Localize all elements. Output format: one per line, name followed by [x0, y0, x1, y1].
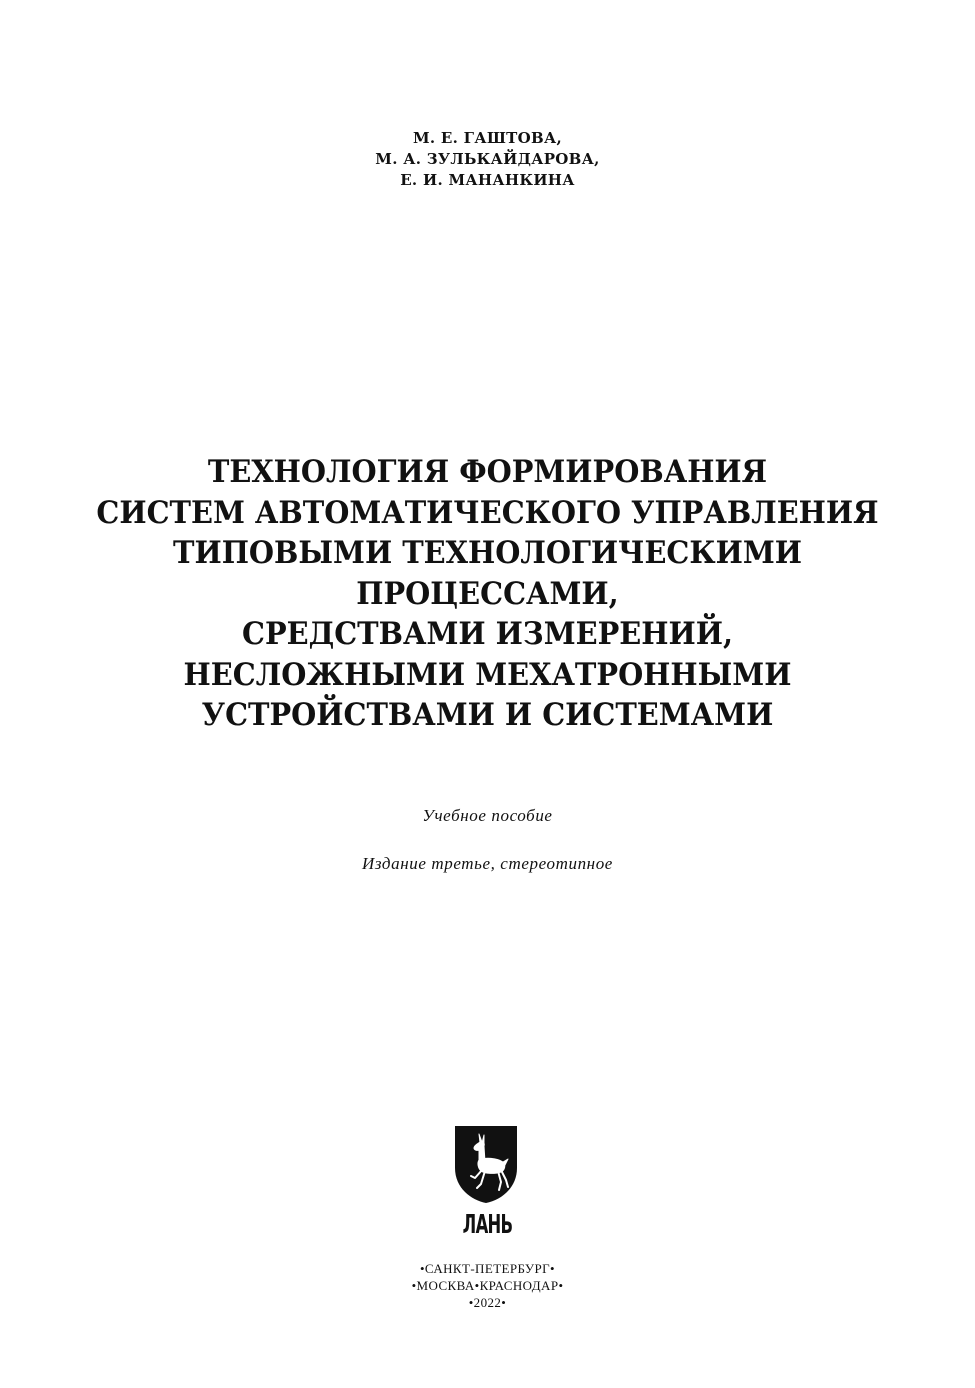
- imprint-block: [0, 1260, 975, 1311]
- author-name: М. А. ЗУЛЬКАЙДАРОВА,: [375, 150, 600, 168]
- title-line: НЕСЛОЖНЫМИ МЕХАТРОННЫМИ: [183, 656, 792, 693]
- title-line: СРЕДСТВАМИ ИЗМЕРЕНИЙ,: [241, 616, 734, 652]
- book-edition: Издание третье, стереотипное: [362, 854, 613, 873]
- author-name: Е. И. МАНАНКИНА: [400, 171, 575, 189]
- author-name: М. Е. ГАШТОВА,: [412, 129, 563, 147]
- authors-block: [0, 128, 975, 191]
- title-line: УСТРОЙСТВАМИ И СИСТЕМАМИ: [201, 697, 774, 733]
- title-line: СИСТЕМ АВТОМАТИЧЕСКОГО УПРАВЛЕНИЯ: [96, 494, 879, 531]
- imprint-year: •2022•: [468, 1295, 507, 1310]
- imprint-city: •САНКТ-ПЕТЕРБУРГ•: [419, 1261, 556, 1276]
- title-line: ТИПОВЫМИ ТЕХНОЛОГИЧЕСКИМИ: [173, 535, 802, 571]
- book-title: [34, 452, 941, 736]
- title-line: ПРОЦЕССАМИ,: [356, 575, 619, 612]
- imprint-city: •МОСКВА•КРАСНОДАР•: [411, 1278, 564, 1293]
- publisher-name: ЛАНЬ: [462, 1210, 513, 1240]
- book-genre: Учебное пособие: [422, 806, 553, 825]
- title-line: ТЕХНОЛОГИЯ ФОРМИРОВАНИЯ: [207, 454, 768, 490]
- doe-shield-icon: [453, 1124, 519, 1204]
